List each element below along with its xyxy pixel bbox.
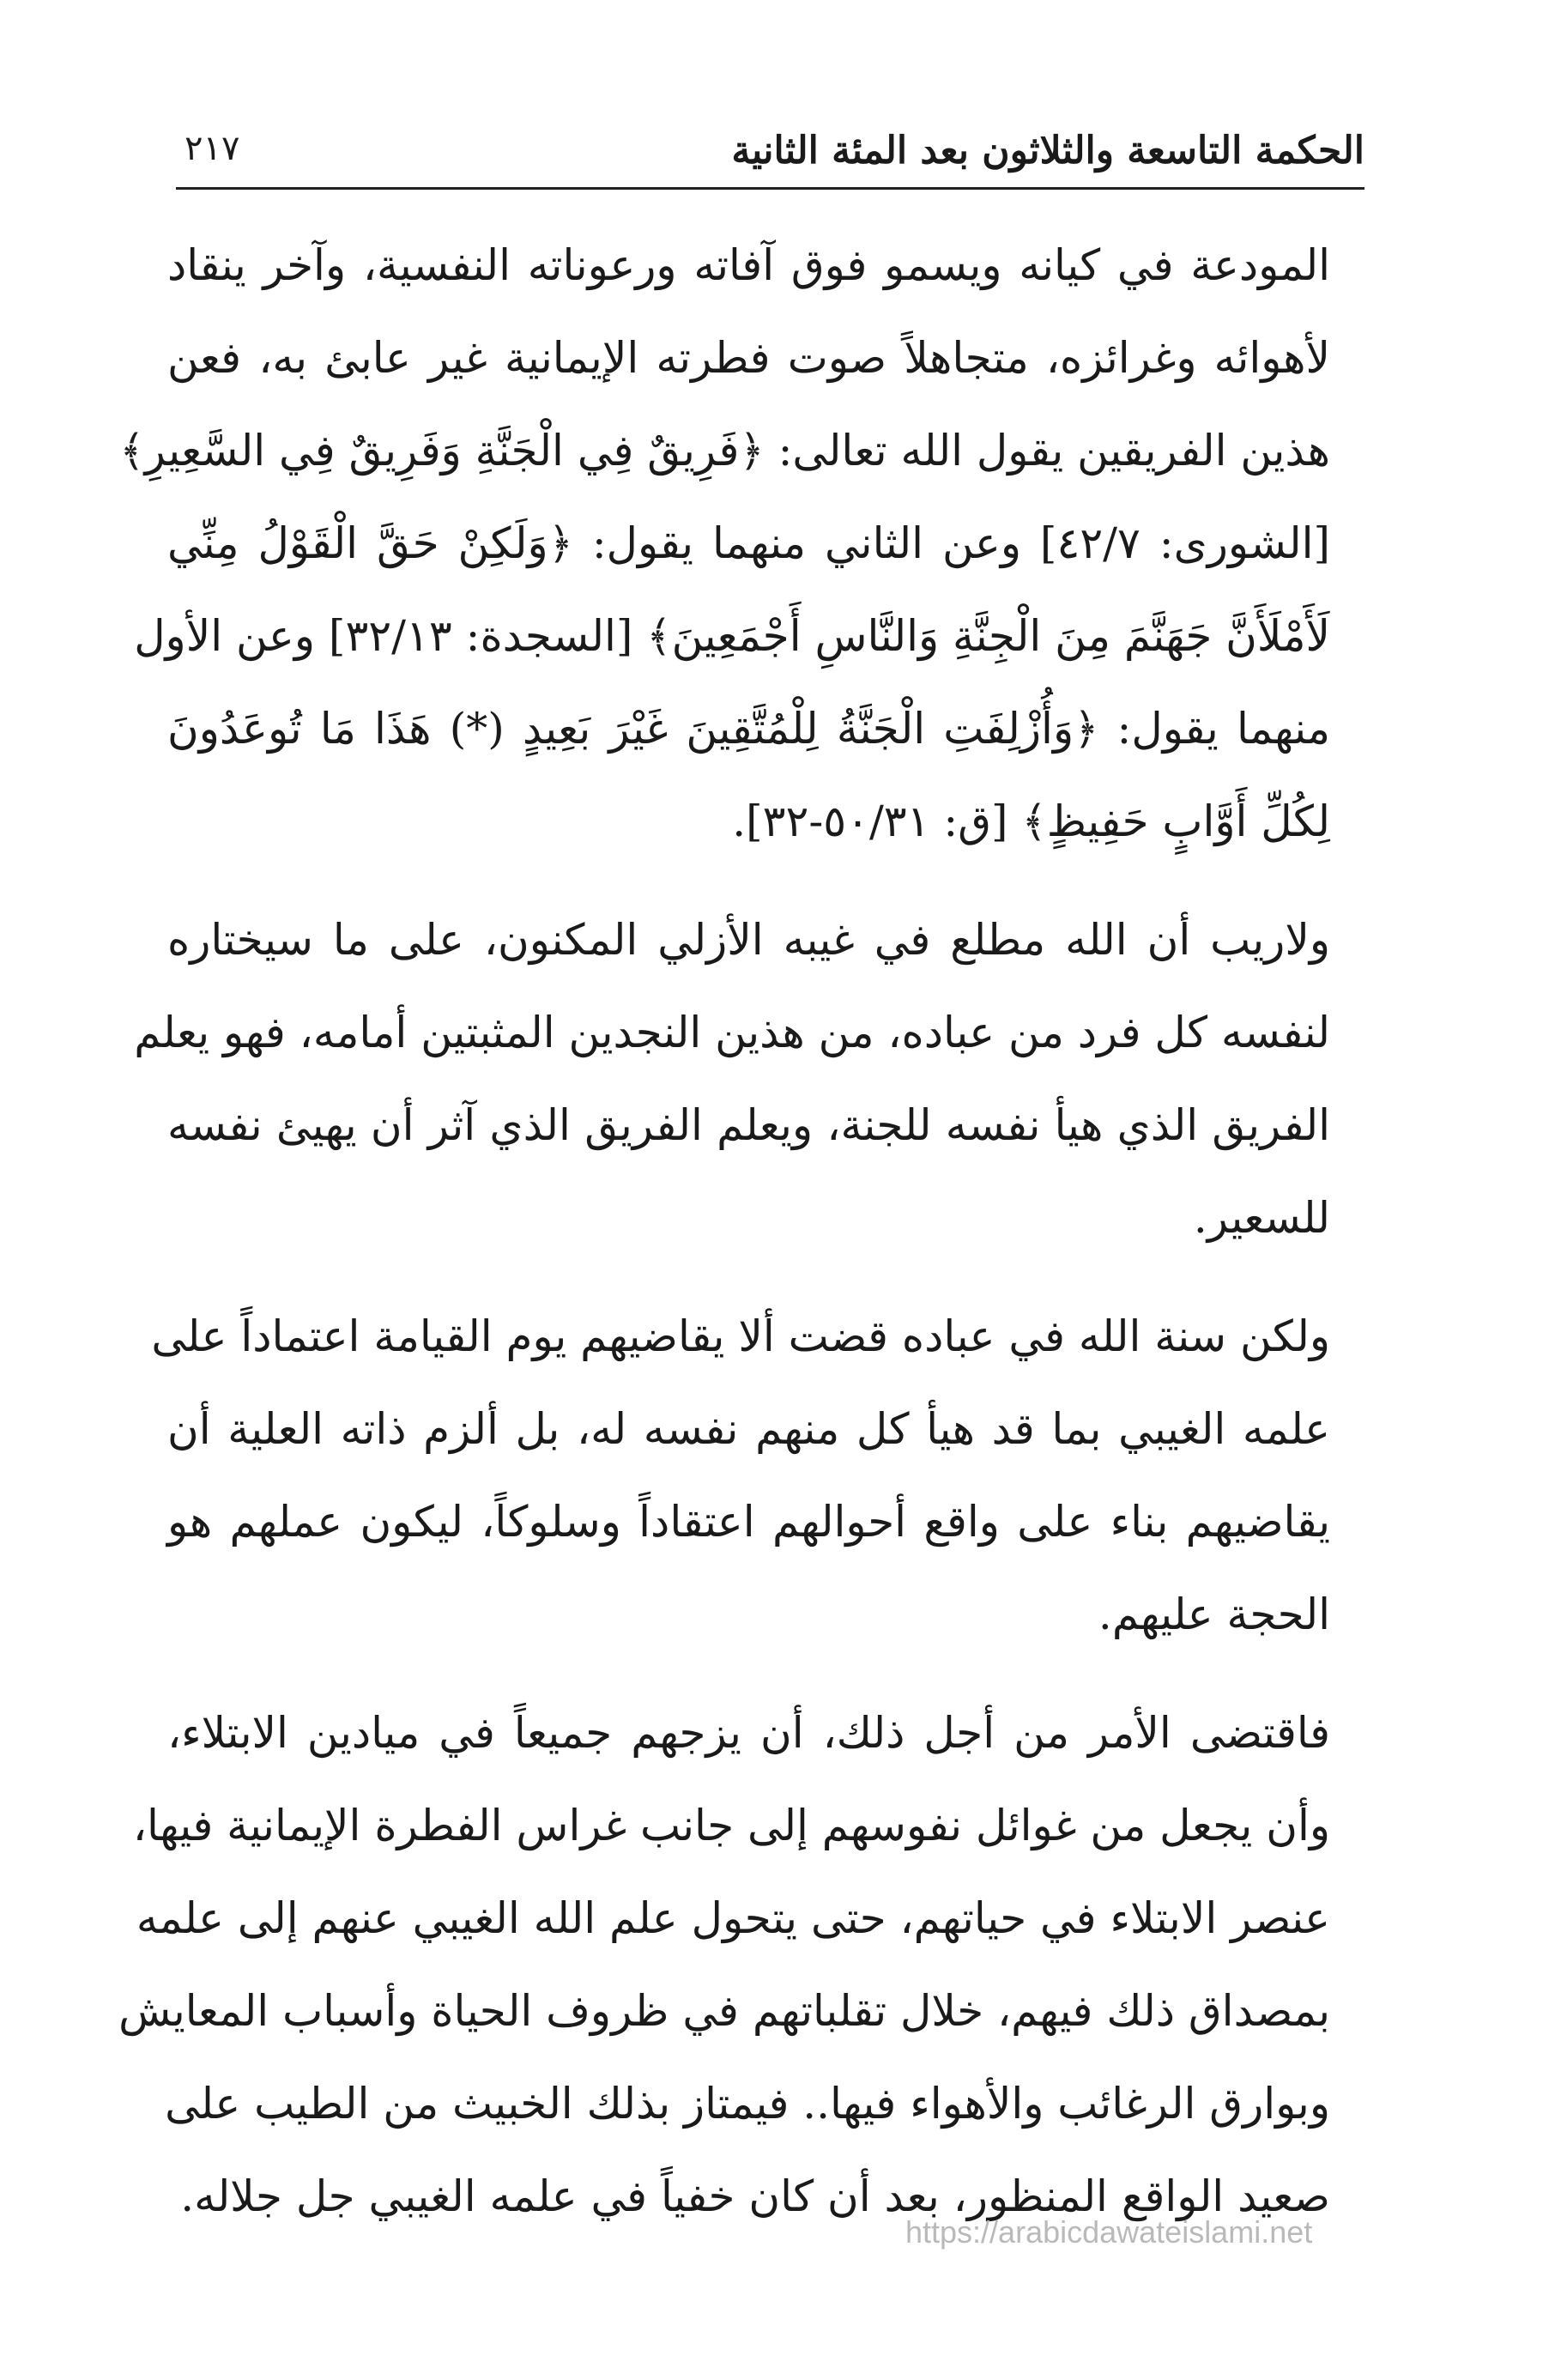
text-line: لَأَمْلَأَنَّ جَهَنَّمَ مِنَ الْجِنَّةِ وَالنَّاسِ أَجْمَعِينَ﴾ [السجدة: ٣٢/١٣] وعن الأول [134, 611, 1330, 661]
chapter-title: الحكمة التاسعة والثلاثون بعد المئة الثانية [731, 129, 1364, 173]
text-line: وبوارق الرغائب والأهواء فيها.. فيمتاز بذلك الخبيث من الطيب على [165, 2079, 1330, 2129]
watermark-url: https://arabicdawateislami.net [905, 2214, 1313, 2250]
page-header [176, 120, 1364, 189]
text-line: الفريق الذي هيأ نفسه للجنة، ويعلم الفريق الذي آثر أن يهيئ نفسه [167, 1100, 1330, 1150]
text-line: الحجة عليهم. [1098, 1590, 1330, 1639]
paragraph-4 [118, 1687, 1330, 2243]
text-line: عنصر الابتلاء في حياتهم، حتى يتحول علم الله الغيبي عنهم إلى علمه [136, 1893, 1330, 1943]
text-line: [الشورى: ٤٢/٧] وعن الثاني منهما يقول: ﴿وَلَكِنْ حَقَّ الْقَوْلُ مِنِّي [167, 518, 1330, 568]
text-line: لنفسه كل فرد من عباده، من هذين النجدين المثبتين أمامه، فهو يعلم [134, 1008, 1330, 1057]
text-line: لأهوائه وغرائزه، متجاهلاً صوت فطرته الإيمانية غير عابئ به، فعن [167, 333, 1330, 383]
body-text [118, 219, 1330, 2268]
text-line: هذين الفريقين يقول الله تعالى: ﴿فَرِيقٌ فِي الْجَنَّةِ وَفَرِيقٌ فِي السَّعِيرِ﴾ [119, 426, 1330, 475]
text-line: بمصداق ذلك فيهم، خلال تقلباتهم في ظروف الحياة وأسباب المعايش [118, 1986, 1330, 2036]
text-line: صعيد الواقع المنظور، بعد أن كان خفياً في علمه الغيبي جل جلاله. [180, 2171, 1330, 2221]
text-line: علمه الغيبي بما قد هيأ كل منهم نفسه له، بل ألزم ذاته العلية أن [167, 1404, 1330, 1454]
text-line: ولكن سنة الله في عباده قضت ألا يقاضيهم يوم القيامة اعتماداً على [151, 1311, 1330, 1361]
text-line: فاقتضى الأمر من أجل ذلك، أن يزجهم جميعاً في ميادين الابتلاء، [167, 1708, 1330, 1758]
text-line: ولاريب أن الله مطلع في غيبه الأزلي المكنون، على ما سيختاره [167, 915, 1330, 965]
text-line: المودعة في كيانه ويسمو فوق آفاته ورعوناته النفسية، وآخر ينقاد [167, 240, 1330, 290]
text-line: يقاضيهم بناء على واقع أحوالهم اعتقاداً وسلوكاً، ليكون عملهم هو [167, 1497, 1330, 1547]
text-line: وأن يجعل من غوائل نفوسهم إلى جانب غراس الفطرة الإيمانية فيها، [132, 1801, 1330, 1850]
paragraph-1 [119, 219, 1330, 868]
paragraph-3 [151, 1290, 1330, 1661]
text-line: منهما يقول: ﴿وَأُزْلِفَتِ الْجَنَّةُ لِلْمُتَّقِينَ غَيْرَ بَعِيدٍ (*) هَذَا مَا تُوعَدُونَ [167, 704, 1330, 754]
header-rule [176, 187, 1364, 190]
paragraph-2 [134, 893, 1330, 1264]
text-line: للسعير. [1193, 1193, 1330, 1243]
text-line: لِكُلِّ أَوَّابٍ حَفِيظٍ﴾ [ق: ٥٠/٣١-٣٢]. [732, 796, 1330, 846]
page-number: ٢١٧ [185, 129, 240, 168]
